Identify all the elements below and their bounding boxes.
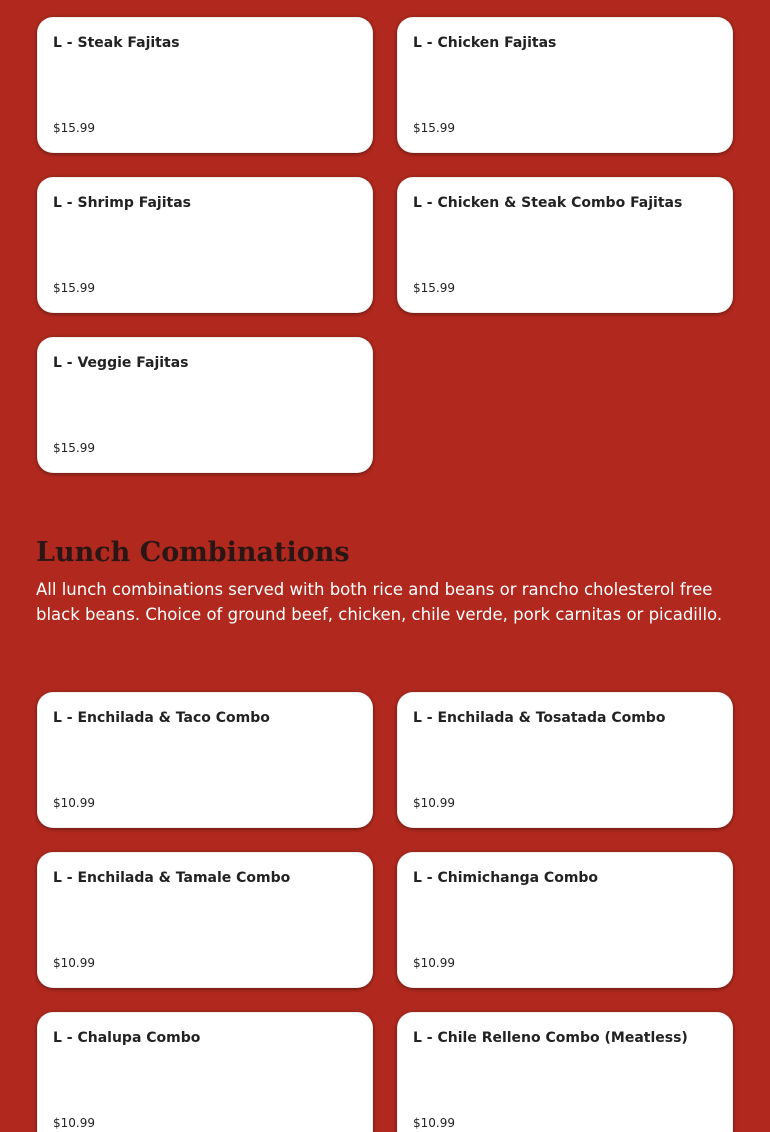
menu-item-price: $10.99 [53,796,95,810]
menu-item-price: $10.99 [53,956,95,970]
menu-item-name: L - Shrimp Fajitas [53,195,191,211]
section-title: Lunch Combinations [36,537,350,568]
menu-item-card[interactable] [37,852,373,988]
menu-item-price: $15.99 [53,441,95,455]
menu-item-card[interactable] [397,17,733,153]
menu-item-name: L - Veggie Fajitas [53,355,189,371]
menu-item-card[interactable] [397,692,733,828]
menu-item-name: L - Enchilada & Tamale Combo [53,870,291,886]
menu-item-name: L - Enchilada & Taco Combo [53,710,270,726]
menu-item-name: L - Enchilada & Tosatada Combo [413,710,666,726]
menu-item-card[interactable] [37,17,373,153]
menu-item-price: $10.99 [413,1116,455,1130]
menu-item-name: L - Steak Fajitas [53,35,180,51]
menu-item-name: L - Chicken & Steak Combo Fajitas [413,195,683,211]
menu-item-card[interactable] [37,692,373,828]
menu-item-card[interactable] [397,1012,733,1132]
menu-item-price: $15.99 [53,281,95,295]
menu-item-price: $10.99 [413,956,455,970]
menu-item-card[interactable] [397,177,733,313]
menu-item-card[interactable] [397,852,733,988]
menu-item-price: $15.99 [413,121,455,135]
menu-item-price: $15.99 [53,121,95,135]
menu-item-name: L - Chalupa Combo [53,1030,201,1046]
menu-item-price: $10.99 [413,796,455,810]
menu-item-name: L - Chile Relleno Combo (Meatless) [413,1030,688,1046]
section-description: All lunch combinations served with both rice and beans or rancho cholesterol free black beans. Choice of ground beef, chicken, chile verde, pork carnitas or picadillo. [36,580,723,624]
menu-item-card[interactable] [37,337,373,473]
menu-item-price: $15.99 [413,281,455,295]
menu-item-name: L - Chimichanga Combo [413,870,599,886]
menu-item-card[interactable] [37,177,373,313]
menu-item-name: L - Chicken Fajitas [413,35,557,51]
menu-item-card[interactable] [37,1012,373,1132]
menu-item-price: $10.99 [53,1116,95,1130]
